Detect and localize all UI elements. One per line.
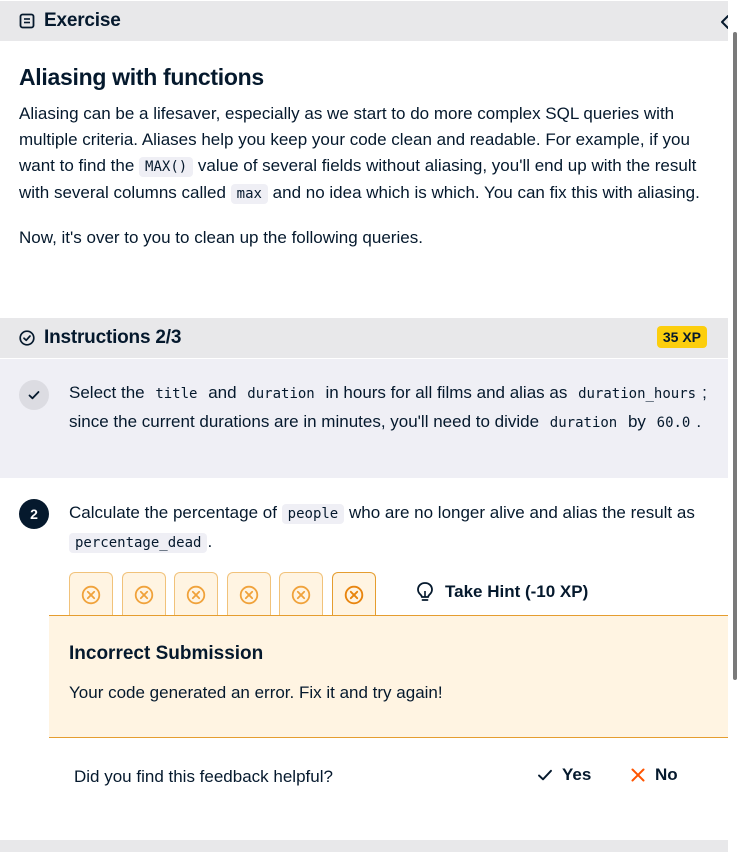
description-text: Aliasing can be a lifesaver, especially as we start to do more complex SQL queries with multiple criteria. Aliases help you keep your code clean and readable. For example, if you want to find the [19, 104, 690, 175]
code-max-function: MAX() [139, 157, 193, 177]
code-duration: duration [544, 413, 623, 433]
close-icon [630, 767, 646, 783]
attempt-tab-1[interactable] [69, 572, 113, 616]
code-duration-hours: duration_hours [572, 384, 702, 404]
step-text: in hours for all films and alias as [320, 383, 573, 402]
scrollbar-thumb[interactable] [733, 32, 737, 680]
step-text: by [623, 412, 651, 431]
feedback-yes-button[interactable] [537, 765, 591, 785]
check-circle-icon [19, 330, 35, 346]
code-duration: duration [241, 384, 320, 404]
instructions-title: Instructions 2/3 [44, 327, 182, 348]
code-percentage-dead: percentage_dead [69, 533, 207, 553]
bottom-divider [0, 840, 728, 852]
exercise-description [19, 101, 709, 207]
attempt-tab-5[interactable] [279, 572, 323, 616]
attempt-tab-6[interactable] [332, 572, 376, 616]
feedback-box [49, 615, 728, 738]
lightbulb-icon [415, 581, 435, 603]
feedback-no-label: No [655, 765, 678, 784]
description-text: value of several fields without aliasing, you'll end up with the result with several columns called [19, 156, 697, 202]
attempt-tabs [69, 572, 384, 616]
exercise-content [19, 64, 709, 251]
feedback-no-button[interactable] [630, 765, 678, 785]
document-icon [19, 13, 35, 29]
code-max: max [231, 184, 268, 204]
feedback-question: Did you find this feedback helpful? [74, 767, 333, 786]
instruction-step-1[interactable] [0, 359, 728, 478]
exercise-title: Aliasing with functions [19, 64, 264, 90]
description-text: and no idea which is which. You can fix this with aliasing. [267, 183, 700, 202]
xp-badge: 35 XP [657, 326, 707, 348]
x-circle-icon [344, 585, 364, 605]
step-1-text [69, 379, 709, 437]
step-text: . [696, 412, 702, 431]
code-people: people [282, 504, 345, 524]
code-title: title [149, 384, 203, 404]
attempt-tab-2[interactable] [122, 572, 166, 616]
step-text: . [207, 532, 213, 551]
step-complete-icon [19, 380, 49, 410]
step-text: and [203, 383, 242, 402]
step-text: Select the [69, 383, 150, 402]
instructions-header [0, 318, 728, 358]
step-text: Calculate the percentage of [69, 503, 282, 522]
step-2-text [69, 499, 709, 557]
x-circle-icon [291, 585, 311, 605]
code-60: 60.0 [651, 413, 697, 433]
x-circle-icon [134, 585, 154, 605]
exercise-prompt: Now, it's over to you to clean up the following queries. [19, 228, 423, 247]
feedback-yes-label: Yes [562, 765, 592, 784]
step-text: who are no longer alive and alias the result as [344, 503, 695, 522]
checkmark-icon [537, 768, 553, 782]
x-circle-icon [239, 585, 259, 605]
take-hint-label: Take Hint (-10 XP) [445, 582, 589, 601]
take-hint-button[interactable] [415, 581, 588, 603]
attempt-tab-4[interactable] [227, 572, 271, 616]
attempt-tab-3[interactable] [174, 572, 218, 616]
feedback-message: Your code generated an error. Fix it and try again! [69, 683, 443, 702]
step-text: ; since the current durations are in minutes, you'll need to divide [69, 383, 707, 431]
x-circle-icon [186, 585, 206, 605]
feedback-title: Incorrect Submission [69, 643, 264, 664]
x-circle-icon [81, 585, 101, 605]
step-2-number: 2 [19, 499, 49, 529]
exercise-header-title: Exercise [44, 10, 121, 31]
exercise-header [0, 1, 728, 41]
